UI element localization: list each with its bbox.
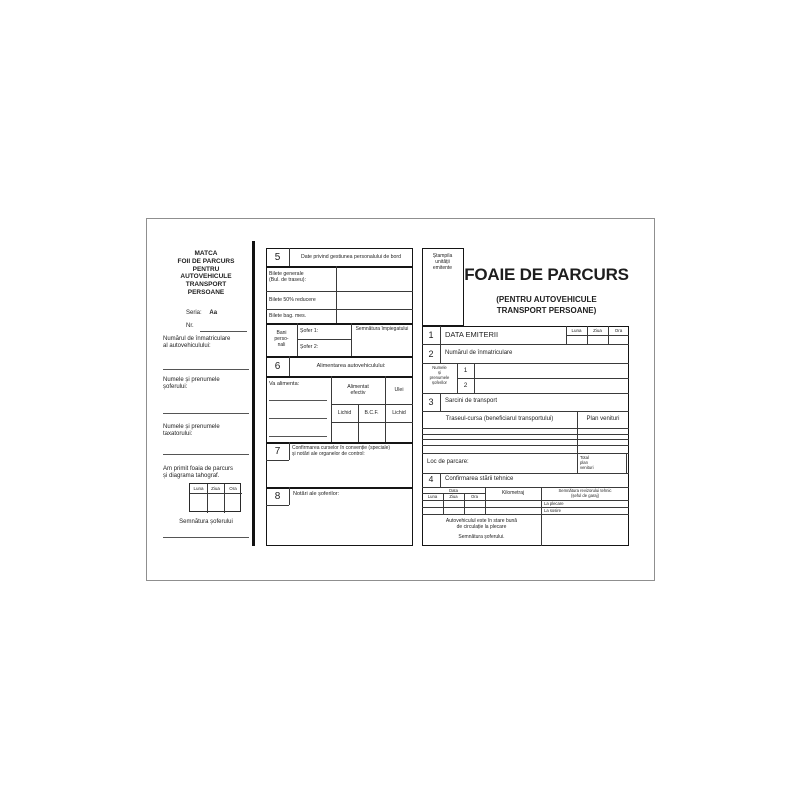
- tech-km-header: Kilometraj: [501, 490, 525, 497]
- section-7-title: [292, 445, 412, 457]
- section-2-title: Numărul de înmatriculare: [445, 349, 513, 356]
- stub-reg-label-line: al autovehiculului:: [163, 343, 211, 350]
- tech-col-ziua: Ziua: [449, 494, 458, 499]
- good-condition-line: de circulație la plecare: [456, 524, 507, 531]
- blank-line: [163, 413, 249, 414]
- bcf-col-header: B.C.F.: [364, 409, 379, 416]
- stamp-label-line: Ștampila: [432, 253, 453, 259]
- driver-row-2-number: 2: [463, 381, 468, 389]
- tech-col-ora: Ora: [471, 494, 478, 499]
- total-plan-line: Total: [580, 455, 589, 460]
- section-3-number: 3: [428, 397, 434, 407]
- total-plan-line: venituri: [580, 465, 594, 470]
- grid-line: [289, 487, 290, 505]
- stub-divider: [252, 241, 255, 546]
- section-6-number: 6: [274, 360, 281, 372]
- stub-receipt-line: și diagrama tahograf.: [163, 473, 220, 480]
- grid-line: [440, 473, 441, 487]
- stub-title-line: AUTOVEHICULE: [180, 273, 232, 281]
- driver-signature-label: Semnătura șoferului.: [458, 534, 505, 540]
- section-5-number: 5: [274, 251, 281, 263]
- stub-reg-label: [163, 336, 255, 350]
- grid-line: [422, 445, 629, 446]
- grid-line: [440, 393, 441, 411]
- stub-collector-label-line: Numele și prenumele: [163, 424, 220, 430]
- stub-driver-label-line: șoferului:: [163, 384, 188, 391]
- refueled-header-line: efectiv: [350, 390, 366, 396]
- form-title: FOAIE DE PARCURS: [464, 265, 629, 284]
- stub-col-ziua: Ziua: [211, 485, 220, 491]
- refueled-header-line: Alimentat: [347, 383, 369, 390]
- section-6-title: Alimentarea autovehiculului:: [316, 362, 386, 369]
- nr-blank-line: [200, 331, 247, 332]
- section-4-title: Confirmarea stării tehnice: [445, 476, 514, 483]
- stub-collector-label: [163, 424, 255, 438]
- grid-line: [422, 428, 629, 429]
- stub-title-line: FOII DE PARCURS: [177, 257, 235, 265]
- blank-line: [269, 436, 327, 437]
- grid-line: [440, 326, 441, 344]
- blank-line: [269, 400, 327, 401]
- tech-reviser-line: Semnătura revizorului tehnic: [558, 488, 612, 493]
- oil-header: Ulei: [394, 386, 404, 393]
- drivers-names-line: și: [437, 370, 442, 375]
- grid-line: [422, 363, 629, 364]
- section-1-number: 1: [428, 330, 434, 340]
- departure-row-label: La plecare: [544, 501, 564, 506]
- total-plan-label: [580, 455, 624, 470]
- grid-line: [457, 378, 629, 379]
- stub-title-line: PERSOANE: [187, 288, 225, 296]
- stamp-label-line: unității: [435, 259, 450, 266]
- section-1-title: DATA EMITERII: [445, 329, 499, 339]
- section-7-number: 7: [274, 445, 281, 457]
- section-4-number: 4: [428, 474, 434, 485]
- tech-reviser-header: [541, 488, 629, 498]
- drivers-names-line: șoferilor: [432, 380, 447, 385]
- personal-money-line: perso-: [274, 336, 289, 343]
- tech-col-luna: Luna: [427, 494, 438, 499]
- driver2-money-label: Șofer 2:: [300, 344, 319, 351]
- nr-label: Nr.: [186, 323, 194, 329]
- grid-line: [331, 422, 413, 423]
- grid-line: [266, 505, 289, 506]
- blank-line: [269, 418, 327, 419]
- stub-col-ora: Ora: [229, 485, 237, 491]
- form-page: [146, 218, 655, 581]
- tech-reviser-line: (șeful de garaj): [571, 493, 599, 498]
- issue-col-luna: Luna: [571, 327, 582, 333]
- form-subtitle: [464, 295, 629, 316]
- oil-liquid-col-header: Lichid: [392, 409, 406, 416]
- stamp-label: [423, 253, 462, 272]
- stub-col-luna: Luna: [193, 485, 204, 491]
- good-condition-line: Autovehiculul este în stare bună: [445, 518, 518, 524]
- stub-driver-label-line: Numele și prenumele: [163, 377, 220, 383]
- section-5-title: Date privind gestiunea personalului de bord: [300, 253, 402, 260]
- seria-label: Seria:: [186, 310, 202, 316]
- blank-line: [163, 454, 249, 455]
- stub-reg-label-line: Numărul de înmatriculare: [163, 336, 231, 342]
- grid-line: [289, 442, 290, 460]
- will-refuel-label: Va alimenta:: [269, 381, 300, 387]
- stub-title: [161, 250, 251, 297]
- issue-col-ziua: Ziua: [593, 327, 602, 333]
- driver1-money-label: Șofer 1:: [300, 327, 319, 334]
- personal-money-label: [266, 330, 297, 349]
- tickets-general-line: Bilete generale: [269, 271, 304, 277]
- stub-signature-label: Semnătura șoferului: [179, 519, 233, 525]
- blank-line: [163, 537, 249, 538]
- arrival-row-label: La sosire: [544, 508, 561, 513]
- drivers-names-line: Numele: [432, 365, 447, 370]
- stub-receipt-line: Am primit foaia de parcurs: [163, 466, 234, 472]
- drivers-names-label: [422, 365, 457, 385]
- grid-line: [626, 453, 627, 473]
- stub-time-table: [189, 483, 241, 512]
- good-condition-text: [422, 518, 541, 530]
- grid-line: [422, 434, 629, 435]
- parking-label: Loc de parcare:: [427, 459, 469, 466]
- section-8-number: 8: [274, 490, 281, 502]
- revenue-plan-header: Plan venituri: [586, 415, 620, 422]
- stub-title-line: PENTRU: [192, 265, 220, 273]
- stub-collector-label-line: taxatorului:: [163, 431, 193, 438]
- section-2-number: 2: [428, 348, 434, 359]
- section-7-title-line: și notări ale organelor de control:: [292, 451, 365, 458]
- stub-receipt-text: [163, 466, 255, 480]
- stamp-label-line: emitente: [432, 265, 453, 272]
- grid-line: [190, 493, 242, 494]
- grid-line: [336, 266, 337, 323]
- grid-line: [266, 460, 289, 461]
- stub-driver-label: [163, 377, 255, 391]
- liquid-col-header: Lichid: [337, 409, 352, 416]
- driver-row-1-number: 1: [463, 366, 468, 374]
- tickets-baggage-label: Bilete bag. mes.: [269, 312, 307, 319]
- blank-line: [163, 369, 249, 370]
- section-3-title: Sarcini de transport: [445, 398, 498, 405]
- section-7-title-line: Confirmarea curselor în convenție (speciale): [292, 445, 391, 451]
- stub-title-line: TRANSPORT: [185, 281, 227, 289]
- tickets-discount-label: Bilete 50% reducere: [269, 296, 316, 303]
- seria-row: [186, 310, 217, 317]
- section-8-title: Notări ale șoferilor:: [293, 491, 340, 497]
- clerk-signature-label: Semnătura împiegatului: [355, 326, 409, 332]
- grid-line: [440, 344, 441, 363]
- grid-line: [566, 335, 629, 336]
- issue-col-ora: Ora: [614, 327, 623, 333]
- stamp-box: [422, 248, 464, 326]
- form-subtitle-line: (PENTRU AUTOVEHICULE: [496, 295, 597, 304]
- grid-line: [266, 266, 413, 268]
- seria-value: Aa: [209, 310, 218, 316]
- tickets-general-line: (Bul. de traseu):: [269, 277, 306, 284]
- stub-title-line: MATCA: [194, 250, 218, 257]
- route-header: Traseul-cursa (beneficiarul transportului): [445, 415, 554, 422]
- refueled-header: [331, 376, 385, 404]
- grid-line: [422, 514, 629, 515]
- personal-money-line: Bani: [276, 330, 287, 336]
- form-subtitle-line: TRANSPORT PERSOANE): [496, 305, 597, 315]
- drivers-names-line: prenumele: [429, 375, 450, 380]
- grid-line: [422, 439, 629, 440]
- tickets-general-label: [269, 271, 335, 283]
- total-plan-line: plan: [580, 460, 588, 465]
- tech-data-header: Data: [449, 487, 458, 493]
- personal-money-line: nali: [277, 342, 286, 349]
